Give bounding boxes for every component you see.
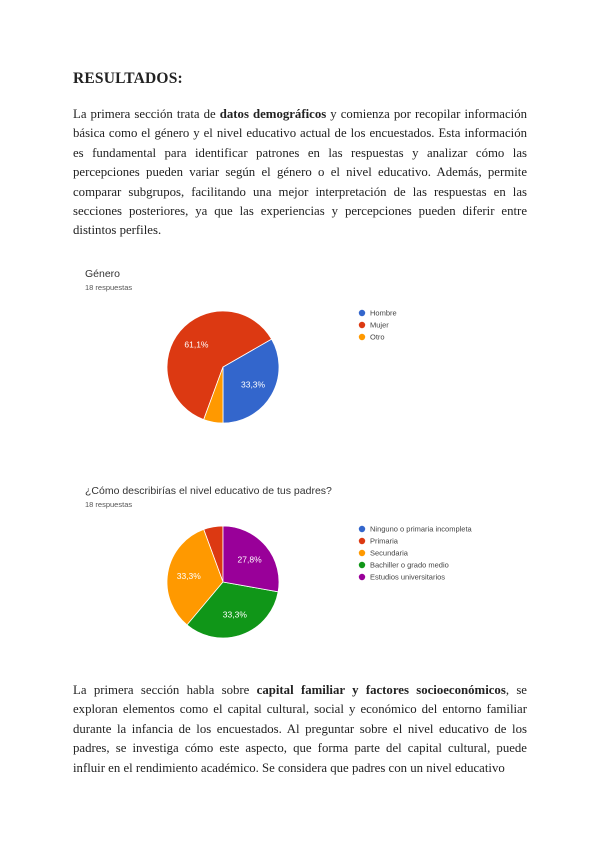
legend-label: Hombre	[370, 308, 397, 318]
para2-text-rest: , se exploran elementos como el capital cultural, social y económico del entorno familiar durante la infancia de los encuestados. Al preguntar sobre el nivel educativo de los padres, se investiga cómo este aspecto, que forma parte del capital cultural, puede influir en el rendimiento académico. Se considera que padres con un nivel educativo	[73, 683, 527, 775]
para1-text-start: La primera sección trata de	[73, 107, 220, 121]
chart-title: ¿Cómo describirías el nivel educativo de tus padres?	[85, 485, 332, 497]
section-heading: RESULTADOS:	[73, 70, 183, 87]
chart-title: Género	[85, 268, 121, 280]
para2-bold-term: capital familiar y factores socioeconómicos	[256, 683, 506, 697]
legend-label: Mujer	[370, 320, 389, 330]
legend-swatch	[359, 334, 365, 340]
chart-response-count: 18 respuestas	[85, 283, 133, 292]
pie-slice-label: 33,3%	[176, 571, 201, 582]
chart-response-count: 18 respuestas	[85, 500, 133, 509]
para1-bold-term: datos demográficos	[219, 107, 327, 121]
legend-swatch	[359, 322, 365, 328]
legend-label: Secundaria	[370, 548, 408, 558]
legend-label: Primaria	[370, 536, 398, 546]
para2-text-start: La primera sección habla sobre	[73, 683, 257, 697]
legend-swatch	[359, 562, 365, 568]
legend-label: Ninguno o primaria incompleta	[370, 524, 472, 534]
pie-slice-label: 33,3%	[222, 609, 247, 620]
legend-swatch	[359, 310, 365, 316]
pie-slice-label: 61,1%	[184, 339, 209, 350]
pie-slice-label: 33,3%	[240, 379, 266, 390]
legend-label: Estudios universitarios	[370, 572, 446, 582]
pie-slice-label: 27,8%	[237, 554, 262, 565]
legend-label: Bachiller o grado medio	[370, 560, 449, 570]
legend-label: Otro	[370, 332, 385, 342]
paragraph-family-capital	[73, 681, 527, 778]
para1-text-rest: y comienza por recopilar información básica como el género y el nivel educativo actual de los encuestados. Esta información es fundamental para identificar patrones en las respuestas y analizar cómo las percepciones pueden variar según el género o el nivel educativo. Además, permite comparar subgrupos, facilitando una mejor interpretación de las respuestas en las secciones posteriores, ya que las experiencias y percepciones pueden diferir entre distintos perfiles.	[73, 107, 528, 238]
legend-swatch	[359, 574, 365, 580]
legend-swatch	[359, 526, 365, 532]
legend-swatch	[359, 538, 365, 544]
legend-swatch	[359, 550, 365, 556]
